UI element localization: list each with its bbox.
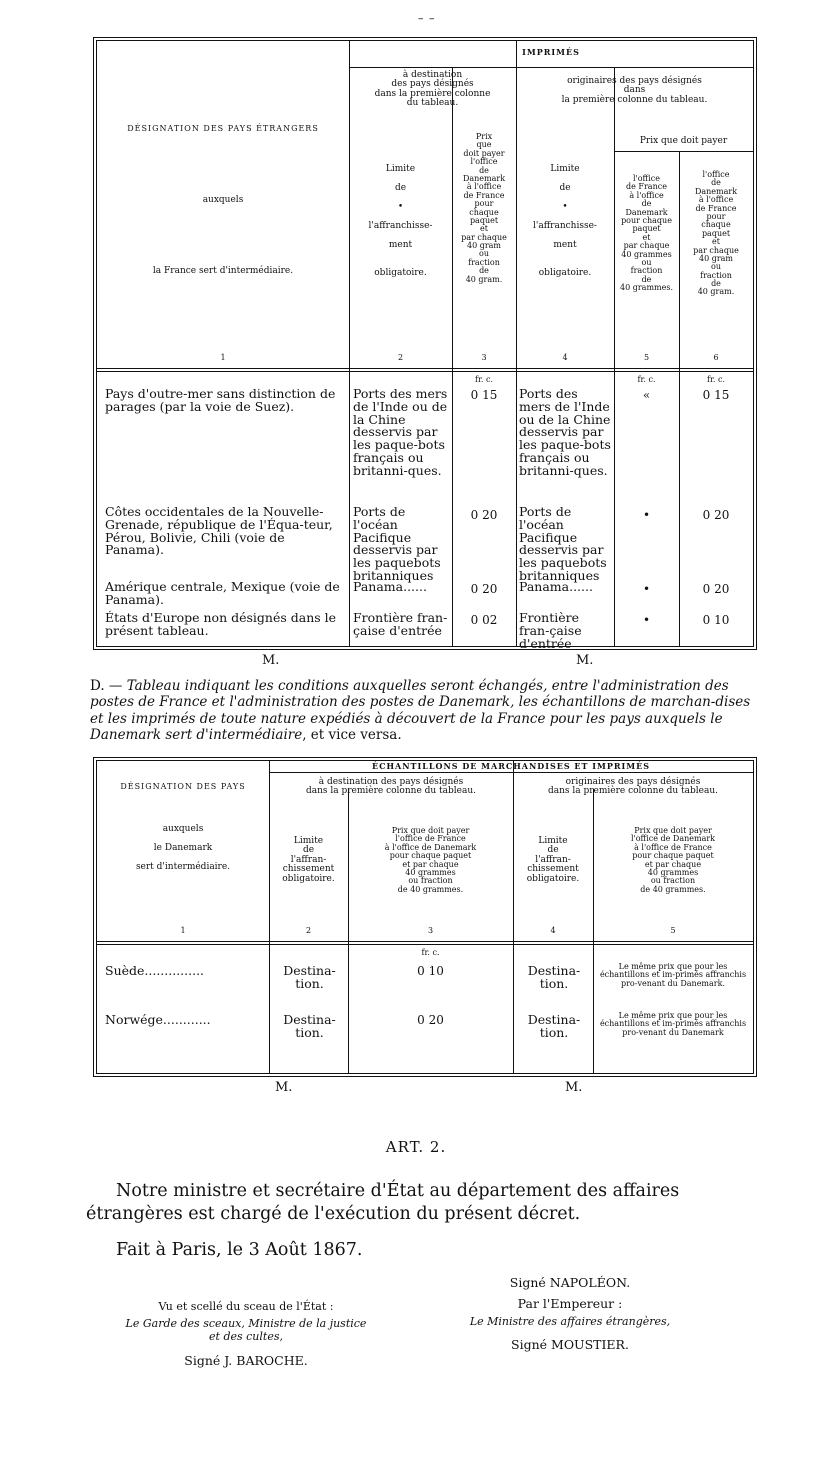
t2-origine-header: originaires des pays désignés dans la première colonne du tableau. [547,777,719,797]
article-paragraph: Notre ministre et secrétaire d'État au département des affaires étrangères est chargé de l'exécution du présent décret. [86,1181,680,1224]
table-row-1-country: Pays d'outre-mer sans distinction de parages (par la voie de Suez). [105,386,336,414]
table-row-2-prix6: 0 20 [702,508,730,522]
table-row-4-prix5: • [642,613,651,627]
echantillons-group-header: ÉCHANTILLONS DE MARCHANDISES ET IMPRIMÉS [372,761,650,771]
colnum-2: 2 [397,353,404,362]
designation-sub-auxquels: auxquels [202,195,244,205]
table-row-2-limite: Ports de l'océan Pacifique desservis par les paquebots britanniques [353,504,441,583]
t2-colnum-2: 2 [305,926,312,935]
signature-right [450,1272,690,1356]
signature-left-line3: Signé J. BAROCHE. [184,1353,308,1369]
prix-header-col3: Prix que doit payer l'office de Danemark à l'office de France pour chaque paquet et par chaque 40 gram ou fraction de 40 gram. [461,132,507,284]
t2-row-1-country: Suède............... [105,963,205,978]
t2-row-2-country: Norwége............ [105,1012,211,1027]
signature-left-line2: Le Garde des sceaux, Ministre de la justice et des cultes, [125,1316,367,1344]
t2-row-1-prix5: Le même prix que pour les échantillons et im-primés affranchis pro-venant du Danemark. [599,962,747,988]
designation-sub-france: la France sert d'intermédiaire. [152,266,294,276]
imprimes-group-header: IMPRIMÉS [522,47,580,57]
table-row-2-prix3: 0 20 [470,508,498,522]
colnum-6: 6 [713,353,719,362]
t2-colnum-1: 1 [180,926,186,935]
t2-row-1-prix3: 0 10 [417,964,444,978]
origine-header: originaires des pays désignés dans la première colonne du tableau. [561,76,708,105]
limite-header-col4: Limite de • l'affranchisse- ment obligatoire. [533,164,597,278]
table-row-4-prix3: 0 02 [470,613,498,627]
signature-right-line1: Signé NAPOLÉON. [509,1275,631,1290]
t2-colnum-4: 4 [550,926,556,935]
unit-col6: fr. c. [706,375,725,384]
table-row-4-country: États d'Europe non désignés dans le présent tableau. [105,610,337,638]
signature-left [96,1298,396,1371]
t2-row-2-limite: Destina- tion. [283,1012,336,1040]
signature-left-line1: Vu et scellé du sceau de l'État : [158,1300,334,1313]
t2-colnum-5: 5 [670,926,676,935]
echantillons-table [93,757,757,1077]
prix-header-col6: l'office de Danemark à l'office de France pour chaque paquet et par chaque 40 gram ou fraction de 40 gram. [693,170,739,297]
t2-limite-header-col4: Limite de l'affran- chissement obligatoire. [526,836,580,884]
t2-row-2-prix5: Le même prix que pour les échantillons et im-primés affranchis pro-venant du Danemark [599,1011,747,1037]
prix-header-col5: l'office de France à l'office de Danemark pour chaque paquet et par chaque 40 grammes ou fraction de 40 grammes. [620,174,673,293]
destination-header: à destination des pays désignés dans la première colonne du tableau. [374,70,491,109]
table-row-3-country: Amérique centrale, Mexique (voie de Panama). [105,579,340,607]
t2-prix-header-col5: Prix que doit payer l'office de Danemark à l'office de France pour chaque paquet et par chaque 40 grammes ou fraction de 40 grammes. [630,826,716,894]
t2-colnum-3: 3 [427,926,434,935]
colnum-4: 4 [562,353,568,362]
prix-group-header: Prix que doit payer [639,136,728,146]
signature-right-line3: Le Ministre des affaires étrangères, [469,1314,671,1328]
table-row-4-limite4: Frontière fran-çaise d'entrée [519,610,582,651]
article-title: ART. 2. [385,1138,447,1156]
t2-designation-header: DÉSIGNATION DES PAYS [120,782,246,791]
table-row-3-limite4: Panama...... [519,579,593,594]
limite-header-col2: Limite de • l'affranchisse- ment obligatoire. [368,164,433,278]
table-row-1-limite4: Ports des mers de l'Inde ou de la Chine desservis par les paque-bots français ou britanni-ques. [519,386,611,478]
unit-col5: fr. c. [637,375,656,384]
unit-col3: fr. c. [474,375,493,384]
table-row-3-prix3: 0 20 [470,582,498,596]
t2-unit-col3: fr. c. [421,948,440,957]
t2-limite-header-col2: Limite de l'affran- chissement obligatoire. [282,836,335,884]
table-row-1-prix5: « [642,388,651,402]
t2-row-1-limite: Destina- tion. [283,963,336,991]
date-line: Fait à Paris, le 3 Août 1867. [116,1240,363,1260]
t2-destination-header: à destination des pays désignés dans la première colonne du tableau. [305,777,477,797]
caption-lead: D. — [90,678,127,694]
colnum-3: 3 [481,353,487,362]
signature-right-line2: Par l'Empereur : [517,1296,623,1312]
mark-m-right-1: M. [576,653,594,668]
table-row-3-prix6: 0 20 [702,582,730,596]
t2-row-2-limite4: Destina- tion. [527,1012,581,1040]
colnum-5: 5 [643,353,650,362]
colnum-1: 1 [220,353,226,362]
mark-m-left-1: M. [262,653,280,668]
table-row-1-limite: Ports des mers de l'Inde ou de la Chine desservis par les paque-bots français ou britanni-ques. [353,386,448,478]
mark-m-right-2: M. [565,1080,583,1095]
caption-text: Tableau indiquant les conditions auxquelles seront échangés, entre l'administration des postes de France et l'administration des postes de Danemark, les échantillons de marchan-dises et les imprimés de toute nature expédiés à découvert de la France pour les pays auxquels le Danemark sert d'intermédiaire [90,678,751,744]
caption-tail: , et vice versa. [302,727,402,744]
t2-row-2-prix3: 0 20 [417,1013,444,1027]
t2-prix-header-col3: Prix que doit payer l'office de France à l'office de Danemark pour chaque paquet et par chaque 40 grammes ou fraction de 40 grammes. [384,826,477,894]
table-caption [90,678,766,744]
imprimes-table [93,37,757,650]
table-row-1-prix6: 0 15 [702,388,730,402]
t2-designation-sub: auxquels le Danemark sert d'intermédiaire. [135,824,231,872]
signature-right-line4: Signé MOUSTIER. [511,1337,629,1353]
table-row-2-limite4: Ports de l'océan Pacifique desservis par les paquebots britanniques [519,504,607,583]
mark-m-left-2: M. [275,1080,293,1095]
designation-header: DÉSIGNATION DES PAYS ÉTRANGERS [127,124,319,133]
table-row-3-prix5: • [642,582,651,596]
table-row-4-prix6: 0 10 [702,613,730,627]
table-row-4-limite: Frontière fran-çaise d'entrée [353,610,448,638]
t2-row-1-limite4: Destina- tion. [527,963,581,991]
table-row-3-limite: Panama...... [353,579,427,594]
table-row-2-prix5: • [642,508,651,522]
page-top-mark: – – [418,12,436,25]
table-row-1-prix3: 0 15 [470,388,498,402]
table-row-2-country: Côtes occidentales de la Nouvelle-Grenade, république de l'Équa-teur, Pérou, Bolivie, Chili (voie de Panama). [105,504,333,558]
